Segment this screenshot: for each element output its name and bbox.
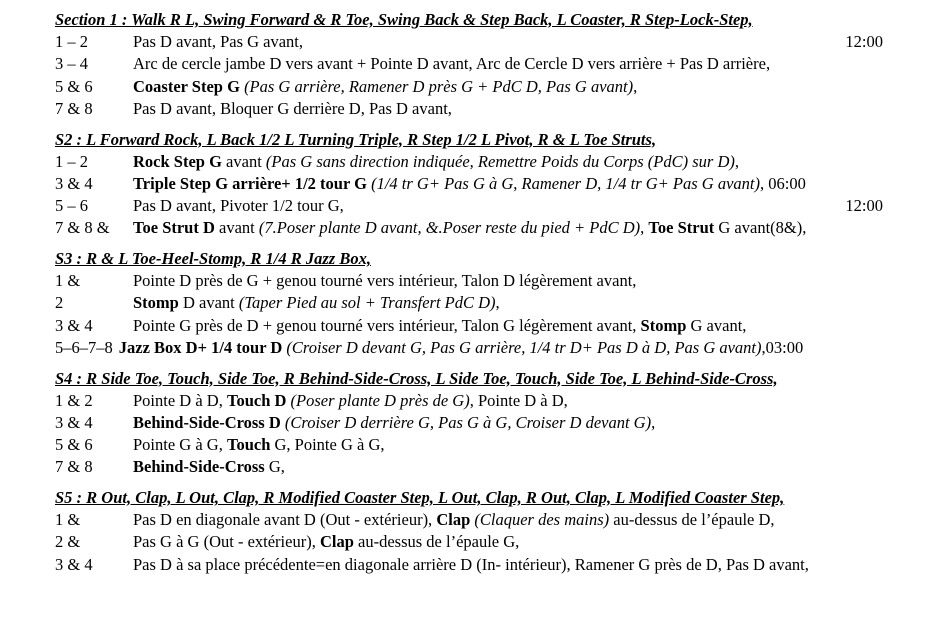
step-detail: (Pas G sans direction indiquée, Remettre Poids du Corps (PdC) sur D) <box>265 151 735 171</box>
step-name: Clap <box>436 510 471 530</box>
step-count: 1 & <box>55 510 81 530</box>
step-count: 2 & <box>55 532 81 552</box>
step-name: Jazz Box D+ 1/4 tour D <box>118 337 283 357</box>
step-text: , Pointe D à D, <box>469 390 568 410</box>
step-count: 1 & <box>55 271 81 291</box>
step-text: , <box>495 293 500 313</box>
step-text: Pas D en diagonale avant D (Out - extérieur), <box>133 510 437 530</box>
step-count: 2 <box>55 293 64 313</box>
step-row <box>55 435 385 455</box>
step-row <box>55 99 452 119</box>
step-text: G avant, <box>686 315 747 335</box>
step-name: Behind-Side-Cross D <box>133 412 281 432</box>
step-description <box>133 196 344 215</box>
step-row <box>55 174 806 194</box>
step-row <box>55 413 655 433</box>
step-row <box>55 391 568 411</box>
step-text: Pas D avant, Pivoter 1/2 tour G, <box>133 196 344 216</box>
step-name: Stomp <box>133 293 179 313</box>
step-row <box>55 316 746 336</box>
wall-direction: 12:00 <box>845 32 883 52</box>
step-name: Triple Step G arrière+ 1/2 tour G <box>133 173 367 193</box>
step-text: G, Pointe G à G, <box>270 435 385 455</box>
step-description <box>133 532 519 551</box>
step-count: 7 & 8 <box>55 98 93 118</box>
step-count: 3 & 4 <box>55 412 93 432</box>
step-text: Pointe D à D, <box>133 390 227 410</box>
step-count: 5 & 6 <box>55 76 93 96</box>
step-description <box>133 218 806 237</box>
section-title: S4 : R Side Toe, Touch, Side Toe, R Behind-Side-Cross, L Side Toe, Touch, Side Toe, L Behind-Side-Cross, <box>55 368 778 388</box>
step-detail: (1/4 tr G+ Pas G à G, Ramener D, 1/4 tr G+ Pas G avant) <box>371 173 760 193</box>
step-description <box>119 338 803 357</box>
step-row <box>55 152 739 172</box>
step-text: G avant(8&), <box>714 218 807 238</box>
step-row <box>55 77 637 97</box>
step-count: 1 – 2 <box>55 32 88 52</box>
step-text: , <box>633 76 638 96</box>
step-detail: (Croiser D devant G, Pas G arrière, 1/4 tr D+ Pas D à D, Pas G avant) <box>286 337 762 357</box>
step-row <box>55 271 636 291</box>
step-row <box>55 293 500 313</box>
step-detail: (Claquer des mains) <box>474 510 610 530</box>
step-description <box>133 54 770 73</box>
step-detail: (Poser plante D près de G) <box>290 390 470 410</box>
step-row <box>55 218 806 238</box>
step-text: au-dessus de l’épaule D, <box>609 510 775 530</box>
step-count: 7 & 8 <box>55 457 93 477</box>
step-name: Rock Step G <box>133 151 222 171</box>
step-count: 5–6–7–8 <box>55 337 113 357</box>
step-text: , 06:00 <box>759 173 806 193</box>
step-row <box>55 532 519 552</box>
step-row <box>55 196 344 216</box>
step-name: Clap <box>319 532 354 552</box>
step-description <box>133 391 568 410</box>
step-row <box>55 338 803 358</box>
step-name: Behind-Side-Cross <box>133 457 265 477</box>
step-count: 3 & 4 <box>55 173 93 193</box>
step-text: D avant <box>178 293 239 313</box>
step-text: avant <box>221 151 266 171</box>
section-title: S2 : L Forward Rock, L Back 1/2 L Turning Triple, R Step 1/2 L Pivot, R & L Toe Struts, <box>55 129 657 149</box>
step-text: avant <box>214 218 259 238</box>
step-count: 1 – 2 <box>55 151 88 171</box>
step-detail: (7.Poser plante D avant, &.Poser reste du pied + PdC D) <box>258 218 641 238</box>
step-count: 3 – 4 <box>55 54 88 74</box>
step-description <box>133 435 385 454</box>
step-count: 5 – 6 <box>55 196 88 216</box>
step-text: Pas D à sa place précédente=en diagonale arrière D (In- intérieur), Ramener G près de D, Pas D avant, <box>133 554 809 574</box>
step-description <box>133 174 806 193</box>
step-name: Touch D <box>226 390 287 410</box>
section-title: S3 : R & L Toe-Heel-Stomp, R 1/4 R Jazz Box, <box>55 249 371 268</box>
step-text: ,03:00 <box>761 337 804 357</box>
step-detail: (Pas G arrière, Ramener D près G + PdC D, Pas G avant) <box>244 76 634 96</box>
step-name: Coaster Step G <box>133 76 240 96</box>
step-description <box>133 555 809 574</box>
step-text: , <box>640 218 649 238</box>
step-description <box>133 293 500 312</box>
step-text: Pas D avant, Bloquer G derrière D, Pas D avant, <box>133 98 452 118</box>
step-text: Pas D avant, Pas G avant, <box>133 32 304 52</box>
step-detail: (Croiser D derrière G, Pas G à G, Croiser D devant G) <box>284 412 652 432</box>
step-description <box>133 99 452 118</box>
step-text: au-dessus de l’épaule G, <box>353 532 520 552</box>
step-text: Arc de cercle jambe D vers avant + Pointe D avant, Arc de Cercle D vers arrière + Pas D arrière, <box>133 54 771 74</box>
step-text: Pointe G à G, <box>133 435 227 455</box>
step-row <box>55 457 285 477</box>
step-name: Toe Strut D <box>133 218 215 238</box>
step-description <box>133 152 739 171</box>
step-description <box>133 32 303 51</box>
step-description <box>133 510 775 529</box>
step-description <box>133 413 655 432</box>
step-count: 3 & 4 <box>55 315 93 335</box>
section-title: Section 1 : Walk R L, Swing Forward & R Toe, Swing Back & Step Back, L Coaster, R Step-Lock-Step, <box>55 10 753 29</box>
step-row <box>55 510 775 530</box>
step-count: 5 & 6 <box>55 435 93 455</box>
step-row <box>55 54 770 74</box>
step-count: 7 & 8 & <box>55 218 110 238</box>
step-text: , <box>651 412 656 432</box>
step-description <box>133 77 637 96</box>
step-count: 1 & 2 <box>55 390 93 410</box>
step-text: G, <box>264 457 285 477</box>
step-detail: (Taper Pied au sol + Transfert PdC D) <box>238 293 496 313</box>
step-name: Stomp <box>640 315 687 335</box>
step-text: Pointe G près de D + genou tourné vers intérieur, Talon G légèrement avant, <box>133 315 641 335</box>
step-text: Pas G à G (Out - extérieur), <box>133 532 320 552</box>
step-name: Touch <box>226 435 271 455</box>
step-description <box>133 271 636 290</box>
section-title: S5 : R Out, Clap, L Out, Clap, R Modified Coaster Step, L Out, Clap, R Out, Clap, L Modified Coaster Step, <box>55 488 785 507</box>
step-description <box>133 316 746 335</box>
step-row <box>55 555 809 575</box>
step-count: 3 & 4 <box>55 554 93 574</box>
step-text: , <box>734 151 740 171</box>
wall-direction: 12:00 <box>845 196 883 216</box>
step-description <box>133 457 285 476</box>
step-row <box>55 32 303 52</box>
step-text: Pointe D près de G + genou tourné vers intérieur, Talon D légèrement avant, <box>133 271 637 291</box>
step-name: Toe Strut <box>648 218 715 238</box>
